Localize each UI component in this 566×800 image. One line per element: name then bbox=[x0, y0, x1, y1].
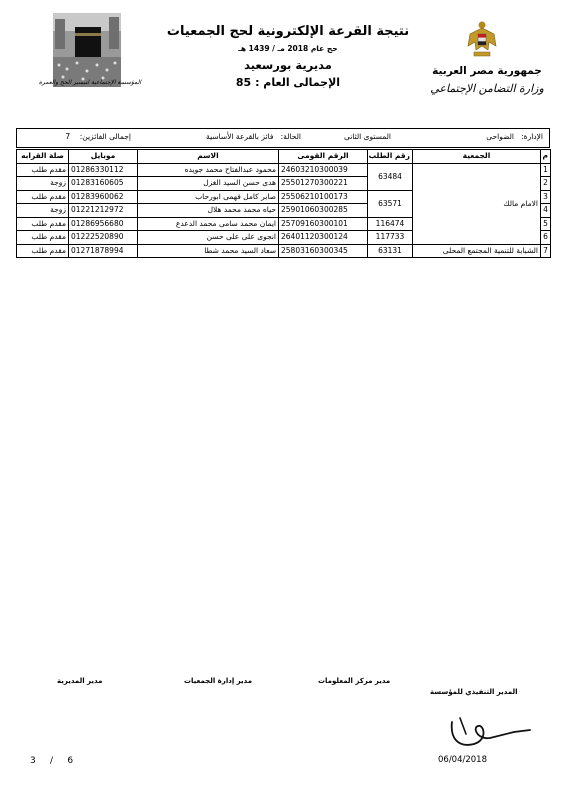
name-cell: حياه محمد محمد هلال bbox=[138, 204, 279, 218]
row-number: 6 bbox=[541, 231, 551, 245]
col-header-request-no: رقم الطلب bbox=[368, 150, 413, 164]
status-value: فائز بالقرعة الأساسية bbox=[206, 132, 274, 141]
winners-table bbox=[16, 149, 551, 258]
ministry-name: وزارة التضامن الإجتماعي bbox=[430, 82, 544, 95]
winners-info bbox=[65, 132, 131, 141]
national-id-cell: 26401120300124 bbox=[279, 231, 368, 245]
foundation-caption: المؤسسة الإجتماعية لتيسير الحج والعمرة bbox=[38, 79, 142, 86]
status-label: الحالة: bbox=[280, 132, 301, 141]
page-current: 3 bbox=[30, 756, 36, 766]
name-cell: صابر كامل فهمى ابورحاب bbox=[138, 190, 279, 204]
signature-icon bbox=[444, 708, 534, 752]
national-id-cell: 25709160300101 bbox=[279, 217, 368, 231]
national-id-cell: 25803160300345 bbox=[279, 244, 368, 258]
grand-total-value: 85 bbox=[235, 76, 252, 89]
row-number: 1 bbox=[541, 163, 551, 177]
name-cell: سعاد السيد محمد شطا bbox=[138, 244, 279, 258]
row-number: 2 bbox=[541, 177, 551, 191]
row-number: 3 bbox=[541, 190, 551, 204]
kaaba-logo-image bbox=[53, 13, 121, 87]
admin-info bbox=[486, 132, 543, 141]
mobile-cell: 01222520890 bbox=[69, 231, 138, 245]
page-indicator bbox=[30, 756, 73, 766]
republic-name: جمهورية مصر العربية bbox=[432, 65, 542, 77]
row-number: 7 bbox=[541, 244, 551, 258]
association-cell: الشبابة للتنمية المجتمع المحلى bbox=[413, 244, 541, 258]
relation-cell: زوجة bbox=[17, 177, 69, 191]
relation-cell: مقدم طلب bbox=[17, 163, 69, 177]
request-number-cell: 116474 bbox=[368, 217, 413, 231]
executive-manager-label: المدير التنفيذي للمؤسسة bbox=[430, 688, 518, 696]
page-separator: / bbox=[50, 756, 54, 766]
row-number: 4 bbox=[541, 204, 551, 218]
national-id-cell: 25506210100173 bbox=[279, 190, 368, 204]
relation-cell: مقدم طلب bbox=[17, 190, 69, 204]
directorate-manager-label: مدير المديرية bbox=[57, 677, 103, 685]
name-cell: هدى حسن السيد الغزل bbox=[138, 177, 279, 191]
association-cell: الامام مالك bbox=[413, 163, 541, 244]
col-header-m: م bbox=[541, 150, 551, 164]
grand-total-label: الإجمالى العام : bbox=[255, 76, 341, 89]
eagle-emblem-icon bbox=[466, 20, 498, 60]
mobile-cell: 01221212972 bbox=[69, 204, 138, 218]
mobile-cell: 01283960062 bbox=[69, 190, 138, 204]
page-total: 6 bbox=[67, 756, 74, 766]
national-id-cell: 24603210300039 bbox=[279, 163, 368, 177]
directorate-name: مديرية بورسعيد bbox=[244, 58, 332, 72]
request-number-cell: 63131 bbox=[368, 244, 413, 258]
table-header-row bbox=[17, 150, 551, 164]
col-header-relation: صلة القرابه bbox=[17, 150, 69, 164]
request-number-cell: 117733 bbox=[368, 231, 413, 245]
print-date: 06/04/2018 bbox=[438, 755, 487, 765]
relation-cell: مقدم طلب bbox=[17, 217, 69, 231]
request-number-cell: 63484 bbox=[368, 163, 413, 190]
relation-cell: زوجة bbox=[17, 204, 69, 218]
name-cell: محمود عبدالفتاح محمد جويده bbox=[138, 163, 279, 177]
row-number: 5 bbox=[541, 217, 551, 231]
national-id-cell: 25901060300285 bbox=[279, 204, 368, 218]
winners-label: إجمالى الفائزين: bbox=[79, 132, 131, 141]
admin-value: الضواحى bbox=[486, 132, 514, 141]
mobile-cell: 01286956680 bbox=[69, 217, 138, 231]
hajj-year: حج عام 2018 مـ / 1439 هـ bbox=[238, 44, 338, 53]
name-cell: ايمان محمد سامى محمد الدعدع bbox=[138, 217, 279, 231]
national-id-cell: 25501270300221 bbox=[279, 177, 368, 191]
grand-total bbox=[150, 76, 426, 89]
relation-cell: مقدم طلب bbox=[17, 244, 69, 258]
col-header-national-id: الرقم القومى bbox=[279, 150, 368, 164]
table-row bbox=[17, 163, 551, 177]
info-center-manager-label: مدير مركز المعلومات bbox=[318, 677, 391, 685]
admin-label: الإدارة: bbox=[521, 132, 543, 141]
mobile-cell: 01286330112 bbox=[69, 163, 138, 177]
table-row bbox=[17, 244, 551, 258]
mobile-cell: 01283160605 bbox=[69, 177, 138, 191]
level-text: المستوى الثانى bbox=[343, 132, 391, 141]
name-cell: انجوى على على حسن bbox=[138, 231, 279, 245]
associations-manager-label: مدير إدارة الجمعيات bbox=[184, 677, 253, 685]
winners-value: 7 bbox=[65, 132, 71, 141]
mobile-cell: 01271878994 bbox=[69, 244, 138, 258]
info-band bbox=[16, 128, 550, 148]
request-number-cell: 63571 bbox=[368, 190, 413, 217]
col-header-association: الجمعية bbox=[413, 150, 541, 164]
col-header-name: الاسم bbox=[138, 150, 279, 164]
col-header-mobile: موبايل bbox=[69, 150, 138, 164]
status-info bbox=[206, 132, 301, 141]
relation-cell: مقدم طلب bbox=[17, 231, 69, 245]
page-title: نتيجة القرعة الإلكترونية لحج الجمعيات bbox=[166, 24, 410, 39]
